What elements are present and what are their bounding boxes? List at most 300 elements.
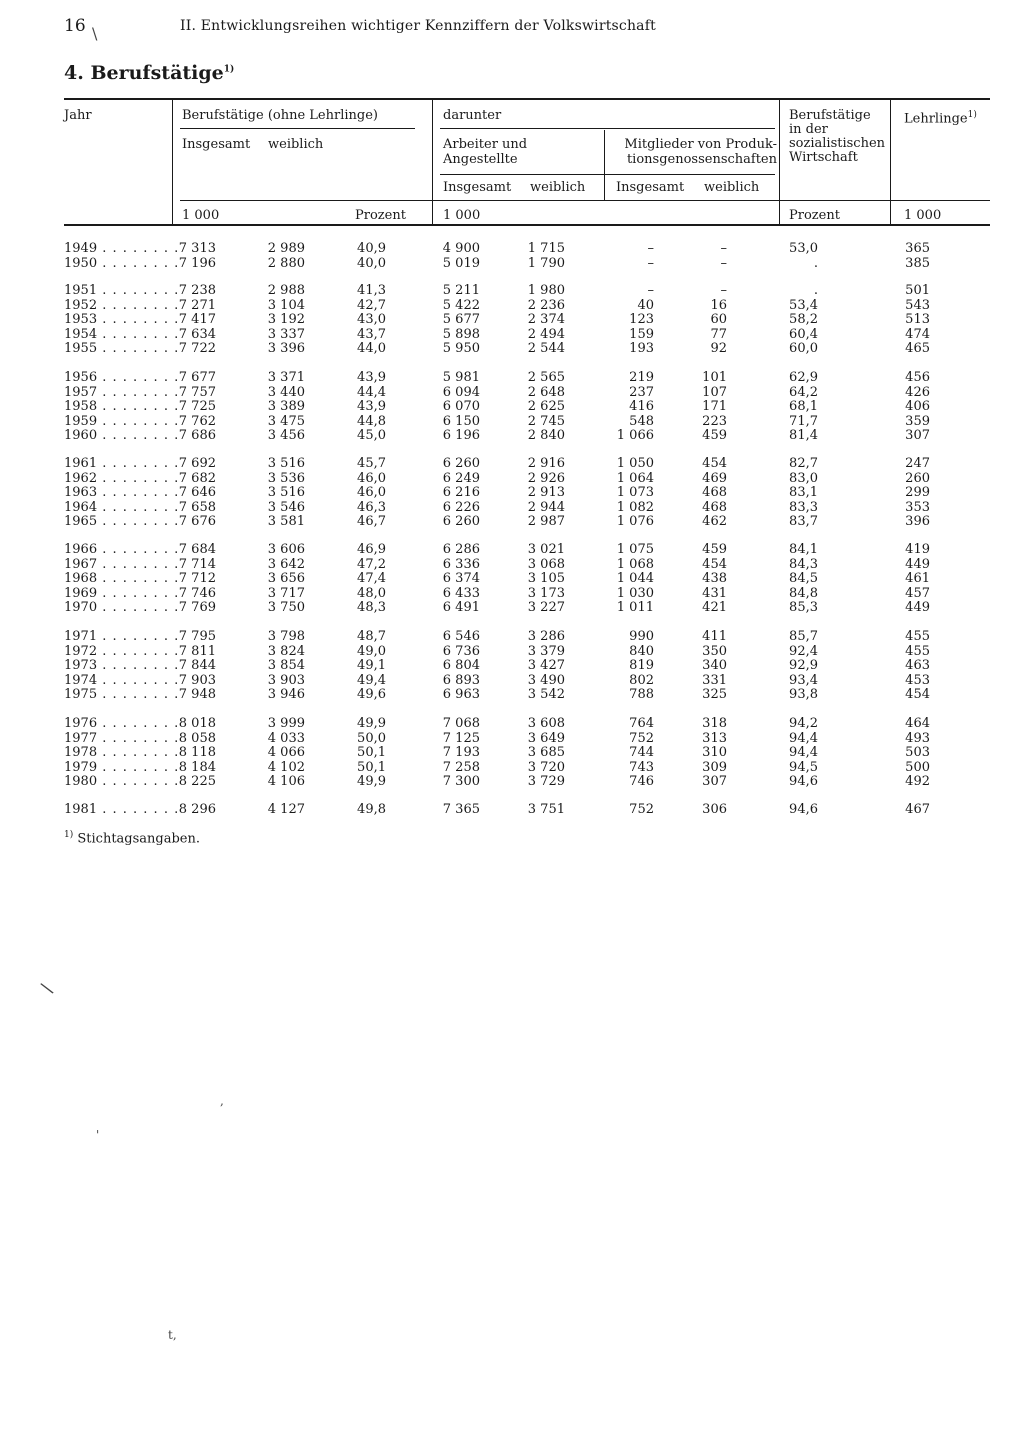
scan-mark: ,	[220, 1094, 224, 1108]
cell-berufstaetige-insgesamt: 7 948	[178, 687, 216, 702]
cell-jahr: 1978 . . . . . . . .	[64, 745, 180, 760]
cell-berufstaetige-insgesamt: 7 903	[178, 672, 216, 688]
cell-sozialistisch-prozent: 84,3	[789, 556, 818, 572]
cell-berufstaetige-insgesamt: 7 712	[178, 571, 216, 586]
cell-arbeiter-insgesamt: 7 258	[442, 759, 480, 775]
cell-sozialistisch-prozent: 60,0	[789, 341, 818, 356]
cell-mitglieder-insgesamt: 744	[629, 745, 654, 760]
cell-jahr: 1969 . . . . . . . .	[64, 585, 180, 601]
cell-arbeiter-weiblich: 2 944	[527, 499, 565, 515]
cell-arbeiter-weiblich: 3 729	[527, 774, 565, 789]
table-row	[0, 688, 1024, 702]
cell-berufstaetige-prozent: 44,8	[357, 413, 386, 429]
cell-berufstaetige-prozent: 45,0	[357, 428, 386, 443]
table-row	[0, 415, 1024, 429]
cell-arbeiter-insgesamt: 7 365	[442, 802, 480, 817]
cell-berufstaetige-insgesamt: 7 746	[178, 585, 216, 601]
cell-berufstaetige-weiblich: 3 642	[267, 556, 305, 572]
cell-berufstaetige-prozent: 46,0	[357, 470, 386, 486]
cell-sozialistisch-prozent: 94,2	[789, 716, 818, 731]
cell-arbeiter-insgesamt: 6 260	[442, 456, 480, 471]
table-row	[0, 775, 1024, 789]
cell-sozialistisch-prozent: 84,1	[789, 542, 818, 557]
cell-berufstaetige-insgesamt: 8 225	[178, 774, 216, 789]
cell-lehrlinge: 455	[905, 643, 930, 659]
cell-jahr: 1966 . . . . . . . .	[64, 542, 180, 557]
cell-arbeiter-insgesamt: 6 963	[442, 687, 480, 702]
header-arbeiter-weiblich: weiblich	[530, 180, 586, 195]
cell-jahr: 1954 . . . . . . . .	[64, 326, 180, 342]
cell-arbeiter-weiblich: 2 926	[527, 470, 565, 486]
table-row	[0, 284, 1024, 298]
cell-berufstaetige-insgesamt: 7 722	[178, 341, 216, 356]
cell-berufstaetige-prozent: 49,4	[357, 672, 386, 688]
cell-berufstaetige-prozent: 42,7	[357, 297, 386, 313]
cell-jahr: 1981 . . . . . . . .	[64, 802, 180, 817]
cell-arbeiter-insgesamt: 5 898	[442, 326, 480, 342]
cell-arbeiter-weiblich: 2 840	[527, 428, 565, 443]
cell-arbeiter-weiblich: 3 542	[527, 687, 565, 702]
cell-mitglieder-weiblich: 101	[702, 370, 727, 385]
cell-mitglieder-insgesamt: –	[647, 283, 654, 298]
cell-mitglieder-insgesamt: 743	[629, 759, 654, 775]
cell-arbeiter-insgesamt: 6 226	[442, 499, 480, 515]
cell-jahr: 1976 . . . . . . . .	[64, 716, 180, 731]
running-head: II. Entwicklungsreihen wichtiger Kennziffern der Volkswirtschaft	[180, 18, 656, 34]
table-row	[0, 328, 1024, 342]
cell-berufstaetige-prozent: 48,3	[357, 600, 386, 615]
cell-jahr: 1952 . . . . . . . .	[64, 297, 180, 313]
cell-berufstaetige-prozent: 45,7	[357, 456, 386, 471]
cell-berufstaetige-insgesamt: 7 313	[178, 241, 216, 256]
cell-arbeiter-weiblich: 3 490	[527, 672, 565, 688]
cell-mitglieder-insgesamt: 840	[629, 643, 654, 659]
cell-lehrlinge: 493	[905, 730, 930, 746]
cell-jahr: 1979 . . . . . . . .	[64, 759, 180, 775]
cell-mitglieder-insgesamt: 40	[637, 297, 654, 313]
cell-berufstaetige-prozent: 43,9	[357, 399, 386, 414]
cell-mitglieder-weiblich: 309	[702, 759, 727, 775]
table-row	[0, 342, 1024, 356]
cell-jahr: 1961 . . . . . . . .	[64, 456, 180, 471]
cell-lehrlinge: 419	[905, 542, 930, 557]
cell-lehrlinge: 449	[905, 556, 930, 572]
cell-mitglieder-insgesamt: 193	[629, 341, 654, 356]
cell-mitglieder-insgesamt: 990	[629, 629, 654, 644]
cell-berufstaetige-weiblich: 3 440	[267, 384, 305, 400]
cell-jahr: 1975 . . . . . . . .	[64, 687, 180, 702]
cell-berufstaetige-insgesamt: 7 684	[178, 542, 216, 557]
cell-jahr: 1972 . . . . . . . .	[64, 643, 180, 659]
header-darunter: darunter	[443, 108, 502, 123]
cell-berufstaetige-insgesamt: 7 757	[178, 384, 216, 400]
cell-berufstaetige-weiblich: 2 988	[267, 283, 305, 298]
cell-jahr: 1980 . . . . . . . .	[64, 774, 180, 789]
cell-sozialistisch-prozent: 93,8	[789, 687, 818, 702]
cell-mitglieder-insgesamt: 219	[629, 370, 654, 385]
cell-mitglieder-insgesamt: 1 076	[616, 514, 654, 529]
cell-berufstaetige-prozent: 44,0	[357, 341, 386, 356]
cell-berufstaetige-prozent: 49,9	[357, 716, 386, 731]
cell-arbeiter-weiblich: 2 565	[527, 370, 565, 385]
cell-lehrlinge: 365	[905, 241, 930, 256]
cell-sozialistisch-prozent: 62,9	[789, 370, 818, 385]
cell-berufstaetige-insgesamt: 7 714	[178, 556, 216, 572]
cell-berufstaetige-weiblich: 2 880	[267, 255, 305, 271]
cell-lehrlinge: 503	[905, 745, 930, 760]
cell-berufstaetige-insgesamt: 7 238	[178, 283, 216, 298]
cell-lehrlinge: 453	[905, 672, 930, 688]
cell-arbeiter-weiblich: 3 427	[527, 658, 565, 673]
cell-berufstaetige-weiblich: 3 396	[267, 341, 305, 356]
table-row	[0, 761, 1024, 775]
cell-arbeiter-weiblich: 2 374	[527, 312, 565, 327]
vline-sozialistisch	[779, 100, 780, 224]
cell-lehrlinge: 385	[905, 255, 930, 271]
cell-berufstaetige-prozent: 50,1	[357, 759, 386, 775]
cell-sozialistisch-prozent: 53,0	[789, 241, 818, 256]
cell-mitglieder-weiblich: 421	[702, 600, 727, 615]
cell-arbeiter-insgesamt: 6 546	[442, 629, 480, 644]
cell-arbeiter-insgesamt: 5 211	[442, 283, 480, 298]
cell-mitglieder-weiblich: 459	[702, 428, 727, 443]
cell-arbeiter-insgesamt: 6 216	[442, 485, 480, 500]
cell-berufstaetige-prozent: 44,4	[357, 384, 386, 400]
table-row	[0, 386, 1024, 400]
cell-berufstaetige-insgesamt: 8 058	[178, 730, 216, 746]
table-row	[0, 558, 1024, 572]
cell-mitglieder-insgesamt: 1 082	[616, 499, 654, 515]
cell-arbeiter-insgesamt: 6 804	[442, 658, 480, 673]
cell-berufstaetige-prozent: 50,1	[357, 745, 386, 760]
cell-jahr: 1977 . . . . . . . .	[64, 730, 180, 746]
cell-berufstaetige-weiblich: 3 475	[267, 413, 305, 429]
cell-mitglieder-insgesamt: 159	[629, 326, 654, 342]
cell-berufstaetige-insgesamt: 7 686	[178, 428, 216, 443]
cell-mitglieder-weiblich: 171	[702, 399, 727, 414]
scan-mark: '	[96, 1128, 100, 1142]
cell-mitglieder-weiblich: –	[720, 283, 727, 298]
cell-sozialistisch-prozent: 94,4	[789, 745, 818, 760]
cell-berufstaetige-weiblich: 3 104	[267, 297, 305, 313]
cell-mitglieder-insgesamt: 1 044	[616, 571, 654, 586]
cell-jahr: 1953 . . . . . . . .	[64, 312, 180, 327]
rule-above-units	[180, 200, 990, 201]
table-row	[0, 429, 1024, 443]
cell-sozialistisch-prozent: 64,2	[789, 384, 818, 400]
cell-berufstaetige-weiblich: 3 750	[267, 600, 305, 615]
cell-berufstaetige-prozent: 48,0	[357, 585, 386, 601]
cell-arbeiter-weiblich: 3 685	[527, 745, 565, 760]
cell-lehrlinge: 260	[905, 470, 930, 486]
cell-mitglieder-insgesamt: 1 030	[616, 585, 654, 601]
cell-arbeiter-weiblich: 3 173	[527, 585, 565, 601]
cell-lehrlinge: 247	[905, 456, 930, 471]
cell-berufstaetige-prozent: 41,3	[357, 283, 386, 298]
cell-sozialistisch-prozent: 83,3	[789, 499, 818, 515]
cell-mitglieder-weiblich: 306	[702, 802, 727, 817]
page-number: 16	[64, 16, 86, 36]
cell-lehrlinge: 353	[905, 499, 930, 515]
cell-mitglieder-weiblich: –	[720, 255, 727, 271]
cell-arbeiter-insgesamt: 7 068	[442, 716, 480, 731]
unit-thousand-3: 1 000	[904, 208, 942, 223]
cell-berufstaetige-prozent: 50,0	[357, 730, 386, 746]
cell-berufstaetige-weiblich: 3 337	[267, 326, 305, 342]
cell-mitglieder-insgesamt: 1 068	[616, 556, 654, 572]
cell-berufstaetige-prozent: 43,7	[357, 326, 386, 342]
cell-mitglieder-insgesamt: 802	[629, 672, 654, 688]
table-row	[0, 501, 1024, 515]
table-row	[0, 472, 1024, 486]
cell-sozialistisch-prozent: 68,1	[789, 399, 818, 414]
cell-mitglieder-insgesamt: 752	[629, 802, 654, 817]
cell-arbeiter-insgesamt: 6 260	[442, 514, 480, 529]
cell-sozialistisch-prozent: 85,3	[789, 600, 818, 615]
lehrlinge-footnote-marker: 1)	[967, 110, 977, 120]
cell-arbeiter-insgesamt: 6 286	[442, 542, 480, 557]
cell-arbeiter-insgesamt: 4 900	[442, 241, 480, 256]
cell-arbeiter-weiblich: 1 715	[527, 241, 565, 256]
cell-arbeiter-weiblich: 2 913	[527, 485, 565, 500]
cell-jahr: 1970 . . . . . . . .	[64, 600, 180, 615]
cell-mitglieder-weiblich: 454	[702, 456, 727, 471]
cell-arbeiter-insgesamt: 6 336	[442, 556, 480, 572]
cell-jahr: 1955 . . . . . . . .	[64, 341, 180, 356]
cell-arbeiter-weiblich: 3 227	[527, 600, 565, 615]
cell-mitglieder-weiblich: 438	[702, 571, 727, 586]
cell-berufstaetige-prozent: 49,9	[357, 774, 386, 789]
cell-arbeiter-insgesamt: 6 094	[442, 384, 480, 400]
cell-lehrlinge: 513	[905, 312, 930, 327]
cell-jahr: 1960 . . . . . . . .	[64, 428, 180, 443]
cell-arbeiter-insgesamt: 6 196	[442, 428, 480, 443]
table-row	[0, 717, 1024, 731]
cell-sozialistisch-prozent: 82,7	[789, 456, 818, 471]
cell-berufstaetige-weiblich: 3 516	[267, 456, 305, 471]
cell-berufstaetige-insgesamt: 7 725	[178, 399, 216, 414]
cell-berufstaetige-weiblich: 3 717	[267, 585, 305, 601]
cell-sozialistisch-prozent: 83,1	[789, 485, 818, 500]
cell-sozialistisch-prozent: 53,4	[789, 297, 818, 313]
cell-berufstaetige-insgesamt: 7 769	[178, 600, 216, 615]
cell-arbeiter-insgesamt: 6 249	[442, 470, 480, 486]
cell-berufstaetige-insgesamt: 7 677	[178, 370, 216, 385]
cell-arbeiter-insgesamt: 5 950	[442, 341, 480, 356]
cell-sozialistisch-prozent: 85,7	[789, 629, 818, 644]
cell-berufstaetige-insgesamt: 7 762	[178, 413, 216, 429]
cell-lehrlinge: 454	[905, 687, 930, 702]
cell-sozialistisch-prozent: 94,6	[789, 802, 818, 817]
cell-berufstaetige-prozent: 46,7	[357, 514, 386, 529]
table-row	[0, 601, 1024, 615]
cell-mitglieder-insgesamt: 1 011	[616, 600, 654, 615]
vline-jahr	[172, 100, 173, 224]
cell-arbeiter-insgesamt: 6 070	[442, 399, 480, 414]
cell-arbeiter-insgesamt: 6 491	[442, 600, 480, 615]
header-arbeiter-line1: Arbeiter und	[443, 137, 528, 152]
cell-mitglieder-weiblich: 307	[702, 774, 727, 789]
cell-berufstaetige-weiblich: 4 033	[267, 730, 305, 746]
scan-mark: \	[92, 24, 98, 43]
cell-jahr: 1963 . . . . . . . .	[64, 485, 180, 500]
cell-berufstaetige-prozent: 40,0	[357, 255, 386, 271]
cell-sozialistisch-prozent: 58,2	[789, 312, 818, 327]
rule-under-berufstaetige	[180, 128, 415, 129]
footnote-text: Stichtagsangaben.	[73, 831, 201, 847]
cell-mitglieder-weiblich: 310	[702, 745, 727, 760]
vline-darunter	[432, 100, 433, 224]
cell-jahr: 1971 . . . . . . . .	[64, 629, 180, 644]
cell-jahr: 1950 . . . . . . . .	[64, 255, 180, 271]
cell-berufstaetige-insgesamt: 8 018	[178, 716, 216, 731]
cell-arbeiter-insgesamt: 7 300	[442, 774, 480, 789]
cell-berufstaetige-prozent: 46,9	[357, 542, 386, 557]
cell-lehrlinge: 463	[905, 658, 930, 673]
cell-berufstaetige-weiblich: 2 989	[267, 241, 305, 256]
cell-sozialistisch-prozent: 60,4	[789, 326, 818, 342]
cell-lehrlinge: 456	[905, 370, 930, 385]
cell-lehrlinge: 492	[905, 774, 930, 789]
cell-mitglieder-weiblich: 462	[702, 514, 727, 529]
unit-thousand-1: 1 000	[182, 208, 220, 223]
title-footnote-marker: 1)	[223, 64, 235, 75]
footnote-marker: 1)	[64, 830, 74, 840]
table-top-rule	[64, 98, 990, 100]
table-title: 4. Berufstätige$^{1)}$	[64, 62, 235, 84]
cell-berufstaetige-insgesamt: 8 118	[178, 745, 216, 760]
cell-lehrlinge: 406	[905, 399, 930, 414]
cell-berufstaetige-weiblich: 3 999	[267, 716, 305, 731]
cell-mitglieder-weiblich: 411	[702, 629, 727, 644]
cell-sozialistisch-prozent: 94,6	[789, 774, 818, 789]
cell-berufstaetige-weiblich: 4 127	[267, 802, 305, 817]
cell-berufstaetige-prozent: 47,2	[357, 556, 386, 572]
cell-berufstaetige-weiblich: 3 824	[267, 643, 305, 659]
cell-berufstaetige-weiblich: 3 581	[267, 514, 305, 529]
unit-percent-1: Prozent	[355, 208, 406, 223]
cell-berufstaetige-weiblich: 3 546	[267, 499, 305, 515]
cell-berufstaetige-weiblich: 3 536	[267, 470, 305, 486]
cell-arbeiter-weiblich: 3 751	[527, 802, 565, 817]
cell-arbeiter-insgesamt: 7 193	[442, 745, 480, 760]
cell-lehrlinge: 396	[905, 514, 930, 529]
cell-mitglieder-insgesamt: 416	[629, 399, 654, 414]
cell-mitglieder-insgesamt: 548	[629, 413, 654, 429]
cell-arbeiter-weiblich: 3 021	[527, 542, 565, 557]
table-row	[0, 659, 1024, 673]
header-sozialistisch-line2: in der	[789, 122, 828, 137]
table-row	[0, 242, 1024, 256]
table-row	[0, 371, 1024, 385]
vline-lehrlinge	[890, 100, 891, 224]
cell-mitglieder-weiblich: 16	[710, 297, 727, 313]
cell-mitglieder-insgesamt: 1 064	[616, 470, 654, 486]
cell-berufstaetige-insgesamt: 8 184	[178, 759, 216, 775]
cell-berufstaetige-weiblich: 3 606	[267, 542, 305, 557]
cell-berufstaetige-insgesamt: 7 682	[178, 470, 216, 486]
cell-lehrlinge: 359	[905, 413, 930, 429]
table-row	[0, 515, 1024, 529]
cell-arbeiter-insgesamt: 5 019	[442, 255, 480, 271]
unit-percent-2: Prozent	[789, 208, 840, 223]
cell-mitglieder-weiblich: –	[720, 241, 727, 256]
cell-berufstaetige-insgesamt: 8 296	[178, 802, 216, 817]
cell-arbeiter-weiblich: 1 790	[527, 255, 565, 271]
cell-berufstaetige-weiblich: 3 516	[267, 485, 305, 500]
cell-mitglieder-weiblich: 92	[710, 341, 727, 356]
cell-jahr: 1962 . . . . . . . .	[64, 470, 180, 486]
cell-mitglieder-insgesamt: 764	[629, 716, 654, 731]
rule-under-subgroups	[440, 174, 775, 175]
cell-jahr: 1974 . . . . . . . .	[64, 672, 180, 688]
cell-sozialistisch-prozent: 71,7	[789, 413, 818, 429]
table-row	[0, 630, 1024, 644]
scan-mark: \	[38, 978, 56, 999]
cell-berufstaetige-insgesamt: 7 417	[178, 312, 216, 327]
cell-arbeiter-insgesamt: 6 374	[442, 571, 480, 586]
cell-jahr: 1968 . . . . . . . .	[64, 571, 180, 586]
cell-lehrlinge: 455	[905, 629, 930, 644]
cell-jahr: 1957 . . . . . . . .	[64, 384, 180, 400]
table-row	[0, 674, 1024, 688]
cell-lehrlinge: 426	[905, 384, 930, 400]
cell-mitglieder-weiblich: 107	[702, 384, 727, 400]
cell-arbeiter-weiblich: 3 649	[527, 730, 565, 746]
cell-arbeiter-weiblich: 2 494	[527, 326, 565, 342]
cell-mitglieder-weiblich: 469	[702, 470, 727, 486]
cell-lehrlinge: 457	[905, 585, 930, 601]
table-row	[0, 803, 1024, 817]
cell-berufstaetige-insgesamt: 7 634	[178, 326, 216, 342]
cell-berufstaetige-weiblich: 3 903	[267, 672, 305, 688]
cell-berufstaetige-prozent: 48,7	[357, 629, 386, 644]
cell-mitglieder-insgesamt: 746	[629, 774, 654, 789]
cell-arbeiter-insgesamt: 5 422	[442, 297, 480, 313]
header-mitglieder-line1: Mitglieder von Produk-	[624, 137, 777, 152]
cell-mitglieder-insgesamt: 1 075	[616, 542, 654, 557]
cell-sozialistisch-prozent: 84,5	[789, 571, 818, 586]
cell-berufstaetige-weiblich: 3 456	[267, 428, 305, 443]
cell-mitglieder-weiblich: 468	[702, 485, 727, 500]
header-mitglieder-insgesamt: Insgesamt	[616, 180, 685, 195]
cell-lehrlinge: 307	[905, 428, 930, 443]
cell-berufstaetige-weiblich: 4 102	[267, 759, 305, 775]
cell-sozialistisch-prozent: 84,8	[789, 585, 818, 601]
table-row	[0, 732, 1024, 746]
cell-arbeiter-weiblich: 2 745	[527, 413, 565, 429]
cell-sozialistisch-prozent: 92,9	[789, 658, 818, 673]
cell-mitglieder-insgesamt: 752	[629, 730, 654, 746]
cell-berufstaetige-insgesamt: 7 676	[178, 514, 216, 529]
unit-thousand-2: 1 000	[443, 208, 481, 223]
cell-arbeiter-weiblich: 2 916	[527, 456, 565, 471]
cell-berufstaetige-insgesamt: 7 811	[178, 643, 216, 659]
cell-arbeiter-insgesamt: 6 433	[442, 585, 480, 601]
table-row	[0, 587, 1024, 601]
cell-berufstaetige-weiblich: 4 106	[267, 774, 305, 789]
cell-sozialistisch-prozent: 92,4	[789, 643, 818, 659]
cell-mitglieder-insgesamt: 819	[629, 658, 654, 673]
cell-lehrlinge: 461	[905, 571, 930, 586]
cell-arbeiter-weiblich: 3 720	[527, 759, 565, 775]
cell-arbeiter-insgesamt: 6 736	[442, 643, 480, 659]
cell-arbeiter-weiblich: 1 980	[527, 283, 565, 298]
cell-arbeiter-insgesamt: 6 893	[442, 672, 480, 688]
header-berufstaetige-ohne-lehrlinge: Berufstätige (ohne Lehrlinge)	[182, 108, 378, 123]
cell-mitglieder-weiblich: 468	[702, 499, 727, 515]
cell-berufstaetige-weiblich: 3 798	[267, 629, 305, 644]
